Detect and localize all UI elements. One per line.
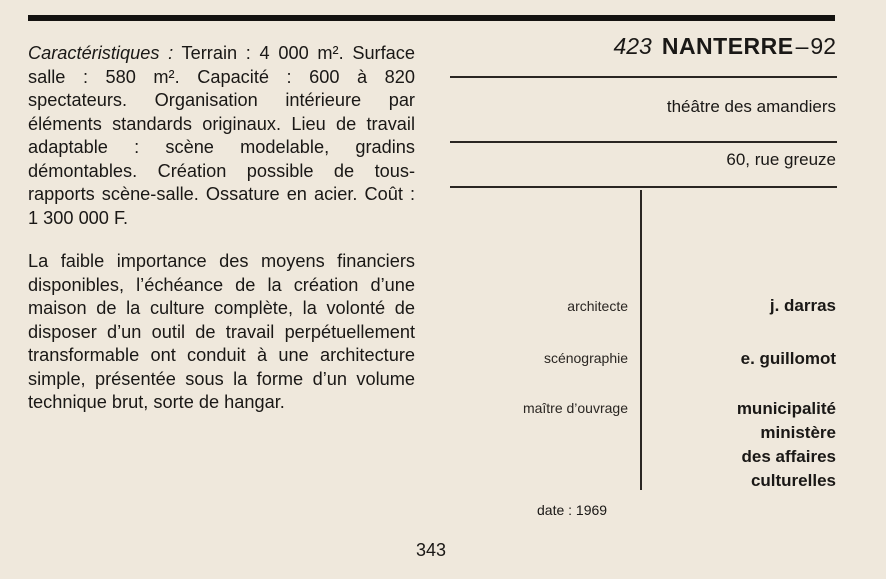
- page-number: 343: [416, 540, 447, 560]
- scenography-label: scénographie: [543, 350, 628, 366]
- top-rule: [28, 15, 835, 21]
- owner-line-3: des affaires: [741, 447, 836, 466]
- architect-label: architecte: [567, 298, 628, 314]
- divider-1: [450, 76, 837, 78]
- header-dash: –: [795, 33, 809, 59]
- rationale-paragraph: La faible importance des moyens financiers disponibles, l’échéance de la création d’une maison de la culture complète, la volonté de disposer d’un outil de travail perpétuellement transformable ont conduit à une architecture simple, présentée sous la forme d’un volume technique brut, sorte de hangar.: [28, 251, 415, 412]
- department-number: 92: [810, 33, 836, 59]
- vertical-divider: [640, 190, 642, 490]
- characteristics-label: Caractéristiques :: [28, 43, 174, 63]
- owner-value: [737, 397, 836, 493]
- entry-header: [613, 33, 836, 60]
- architect-value: j. darras: [769, 296, 836, 315]
- owner-label: maître d’ouvrage: [522, 400, 628, 416]
- owner-line-1: municipalité: [736, 399, 836, 418]
- owner-line-4: culturelles: [750, 471, 836, 490]
- venue-address: 60, rue greuze: [726, 150, 836, 169]
- characteristics-text: Terrain : 4 000 m². Surface salle : 580 m². Capacité : 600 à 820 spectateurs. Organisation intérieure par éléments standards originaux. Lieu de travail adaptable : scène modelable, gradins démontables. Création possible de tous-rapports scène-salle. Ossature en acier. Coût : 1 300 000 F.: [28, 43, 415, 228]
- venue-name: théâtre des amandiers: [666, 97, 836, 116]
- characteristics-paragraph: [28, 42, 415, 230]
- owner-line-2: ministère: [760, 423, 836, 442]
- divider-3: [450, 186, 837, 188]
- date-label: date : 1969: [537, 502, 608, 518]
- description-column: [28, 42, 415, 415]
- entry-number: 423: [613, 33, 652, 59]
- divider-2: [450, 141, 837, 143]
- scenography-value: e. guillomot: [740, 349, 836, 368]
- city-name: NANTERRE: [661, 33, 794, 59]
